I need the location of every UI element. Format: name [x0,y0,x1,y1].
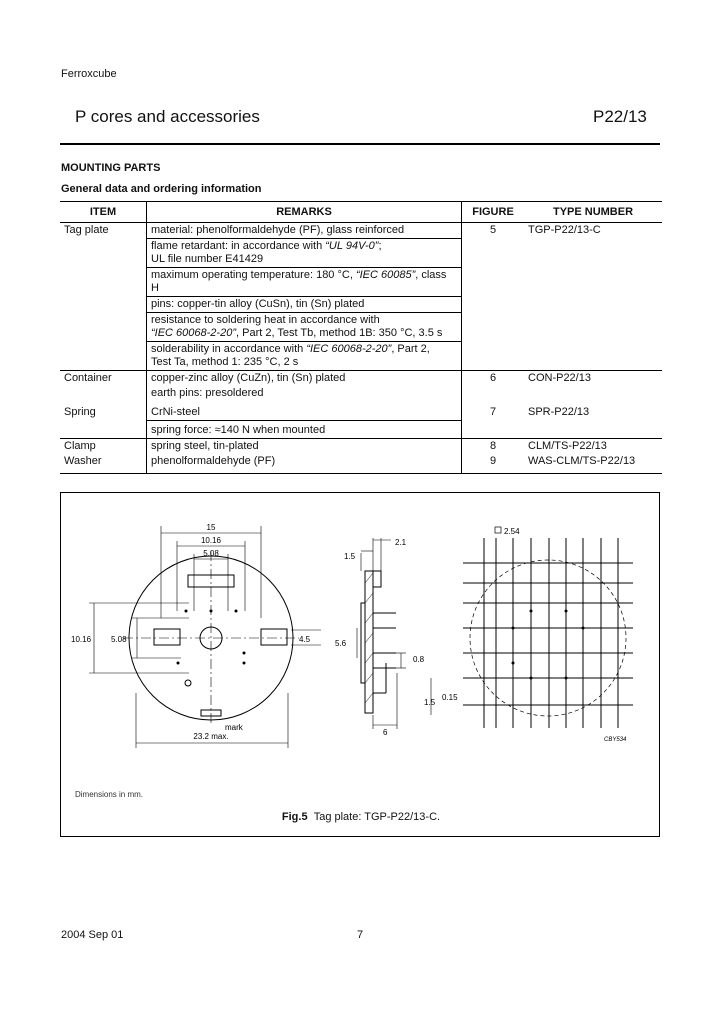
remark: spring steel, tin-plated [147,439,462,455]
item-washer: Washer [60,454,147,474]
dim-label: 1.5 [424,698,436,707]
table-row [60,223,662,239]
remark: CrNi-steel [147,401,462,421]
col-header-figure: FIGURE [462,202,525,223]
item-container: Container [60,371,147,402]
table-row [60,401,662,421]
dim-label: 5.08 [111,635,127,644]
ordering-table [60,201,662,474]
remark: earth pins: presoldered [147,386,462,401]
col-header-item: ITEM [60,202,147,223]
col-header-type: TYPE NUMBER [524,202,662,223]
remark: resistance to soldering heat in accordance with “IEC 60068-2-20”, Part 2, Test Tb, method 1B: 350 °C, 3.5 s [147,313,462,342]
item-spring: Spring [60,401,147,439]
drawing-code: CBY534 [604,737,627,743]
dim-label: 4.5 [299,635,311,644]
figure-number: 5 [489,224,497,236]
dim-label: 0.8 [413,655,425,664]
remark: copper-zinc alloy (CuZn), tin (Sn) plated [147,371,462,387]
item-tag-plate: Tag plate [60,223,147,371]
dim-label: 5.08 [203,549,219,558]
item-clamp: Clamp [60,439,147,455]
figure-number: 7 [489,406,497,418]
remark: material: phenolformaldehyde (PF), glass reinforced [147,223,462,239]
figure-number: 6 [489,372,497,384]
table-row [60,371,662,387]
dim-label: 15 [206,523,216,532]
dim-label: 2.54 [504,527,520,536]
figure-caption: Fig.5 Tag plate: TGP-P22/13-C. [281,811,441,823]
dimensions-note: Dimensions in mm. [75,790,144,799]
type-number: CLM/TS-P22/13 [528,440,607,452]
col-header-remarks: REMARKS [147,202,462,223]
page-title: P cores and accessories [75,107,260,126]
remark: solderability in accordance with “IEC 60068-2-20”, Part 2, Test Ta, method 1: 235 °C, 2 s [147,342,462,371]
type-number: TGP-P22/13-C [528,224,601,236]
remark: phenolformaldehyde (PF) [147,454,462,474]
table-header-row [60,202,662,223]
dim-label: 1.5 [344,552,356,561]
remark: spring force: ≈140 N when mounted [147,421,462,439]
table-row [60,439,662,455]
dim-label: 10.16 [71,635,92,644]
table-row [60,454,662,474]
dim-label: 23.2 max. [193,732,229,741]
grid-dots [512,610,585,680]
remark: pins: copper-tin alloy (CuSn), tin (Sn) plated [147,297,462,313]
dim-label: 2.1 [395,538,407,547]
remark: flame retardant: in accordance with “UL 94V-0”; UL file number E41429 [147,239,462,268]
dim-label: 10.16 [200,536,222,545]
figure-number: 8 [489,440,497,452]
figure-number: 9 [462,454,525,474]
section-title: MOUNTING PARTS [61,162,161,174]
part-number: P22/13 [593,107,647,126]
figure-box [60,492,660,837]
subsection-title: General data and ordering information [61,183,262,195]
header-rule [60,143,660,145]
tag-plate-drawing [61,493,659,793]
type-number: CON-P22/13 [528,372,591,384]
side-view [361,571,396,713]
type-number: WAS-CLM/TS-P22/13 [524,454,662,474]
type-number: SPR-P22/13 [528,406,590,418]
dim-label: 0.15 [442,693,458,702]
remark: maximum operating temperature: 180 °C, “IEC 60085”, class H [147,268,462,297]
grid-view [463,527,633,728]
dim-label: 5.6 [335,639,347,648]
top-view [123,551,299,725]
dim-label: 6 [383,728,388,737]
mark-label: mark [225,723,243,732]
footer-date: 2004 Sep 01 [61,929,124,941]
company-name: Ferroxcube [61,68,117,80]
page-number: 7 [357,929,364,941]
